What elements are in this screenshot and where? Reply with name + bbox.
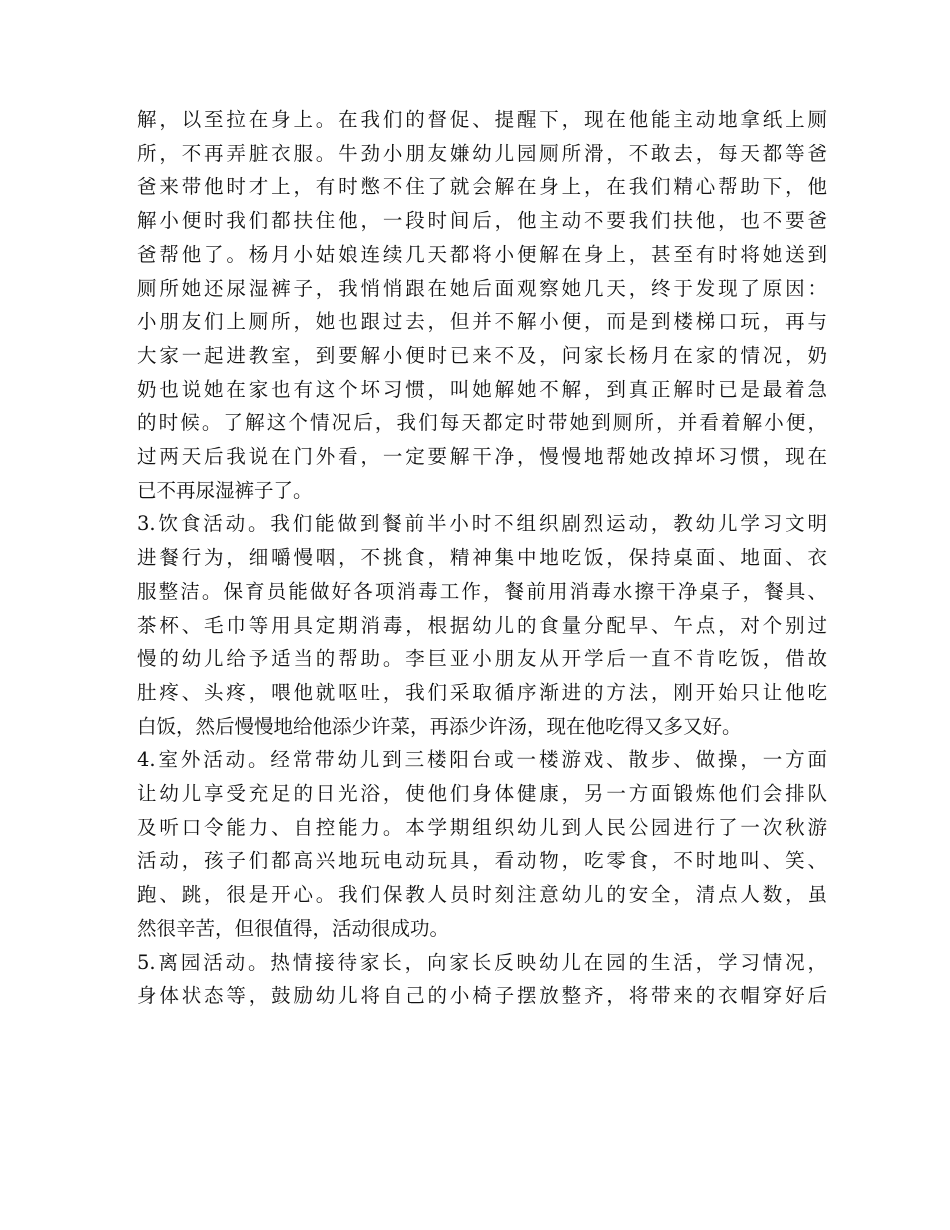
text-line: 白饭，然后慢慢地给他添少许菜，再添少许汤，现在他吃得又多又好。: [137, 714, 742, 738]
body-text: [137, 103, 827, 1013]
text-line: 服整洁。保育员能做好各项消毒工作，餐前用消毒水擦干净桌子，餐具、: [137, 579, 827, 603]
text-line: 4.室外活动。经常带幼儿到三楼阳台或一楼游戏、散步、做操，一方面: [137, 748, 827, 772]
text-line: 大家一起进教室，到要解小便时已来不及，问家长杨月在家的情况，奶: [137, 343, 827, 367]
text-line: 奶也说她在家也有这个坏习惯，叫她解她不解，到真正解时已是最着急: [137, 377, 827, 401]
text-line: 然很辛苦，但很值得，活动很成功。: [137, 916, 450, 940]
text-line: 5.离园活动。热情接待家长，向家长反映幼儿在园的生活，学习情况，: [137, 950, 827, 974]
text-line: 肚疼、头疼，喂他就呕吐，我们采取循序渐进的方法，刚开始只让他吃: [137, 680, 827, 704]
text-line: 已不再尿湿裤子了。: [137, 478, 313, 502]
text-line: 解小便时我们都扶住他，一段时间后，他主动不要我们扶他，也不要爸: [137, 209, 827, 233]
text-line: 及听口令能力、自控能力。本学期组织幼儿到人民公园进行了一次秋游: [137, 815, 827, 839]
text-line: 身体状态等，鼓励幼儿将自己的小椅子摆放整齐，将带来的衣帽穿好后: [137, 984, 827, 1008]
text-line: 所，不再弄脏衣服。牛劲小朋友嫌幼儿园厕所滑，不敢去，每天都等爸: [137, 141, 827, 165]
text-line: 爸帮他了。杨月小姑娘连续几天都将小便解在身上，甚至有时将她送到: [137, 242, 827, 266]
text-line: 进餐行为，细嚼慢咽，不挑食，精神集中地吃饭，保持桌面、地面、衣: [137, 546, 827, 570]
text-line: 跑、跳，很是开心。我们保教人员时刻注意幼儿的安全，清点人数，虽: [137, 883, 827, 907]
text-line: 让幼儿享受充足的日光浴，使他们身体健康，另一方面锻炼他们会排队: [137, 782, 827, 806]
text-line: 3.饮食活动。我们能做到餐前半小时不组织剧烈运动，教幼儿学习文明: [137, 512, 827, 536]
text-line: 活动，孩子们都高兴地玩电动玩具，看动物，吃零食，不时地叫、笑、: [137, 849, 827, 873]
text-line: 的时候。了解这个情况后，我们每天都定时带她到厕所，并看着解小便，: [137, 411, 827, 435]
text-line: 小朋友们上厕所，她也跟过去，但并不解小便，而是到楼梯口玩，再与: [137, 310, 827, 334]
text-line: 解，以至拉在身上。在我们的督促、提醒下，现在他能主动地拿纸上厕: [137, 108, 827, 131]
text-line: 爸来带他时才上，有时憋不住了就会解在身上，在我们精心帮助下，他: [137, 175, 827, 199]
text-line: 过两天后我说在门外看，一定要解干净，慢慢地帮她改掉坏习惯，现在: [137, 445, 827, 469]
text-line: 慢的幼儿给予适当的帮助。李巨亚小朋友从开学后一直不肯吃饭，借故: [137, 647, 827, 671]
text-line: 厕所她还尿湿裤子，我悄悄跟在她后面观察她几天，终于发现了原因：: [137, 276, 827, 300]
text-line: 茶杯、毛巾等用具定期消毒，根据幼儿的食量分配早、午点，对个别过: [137, 613, 827, 637]
